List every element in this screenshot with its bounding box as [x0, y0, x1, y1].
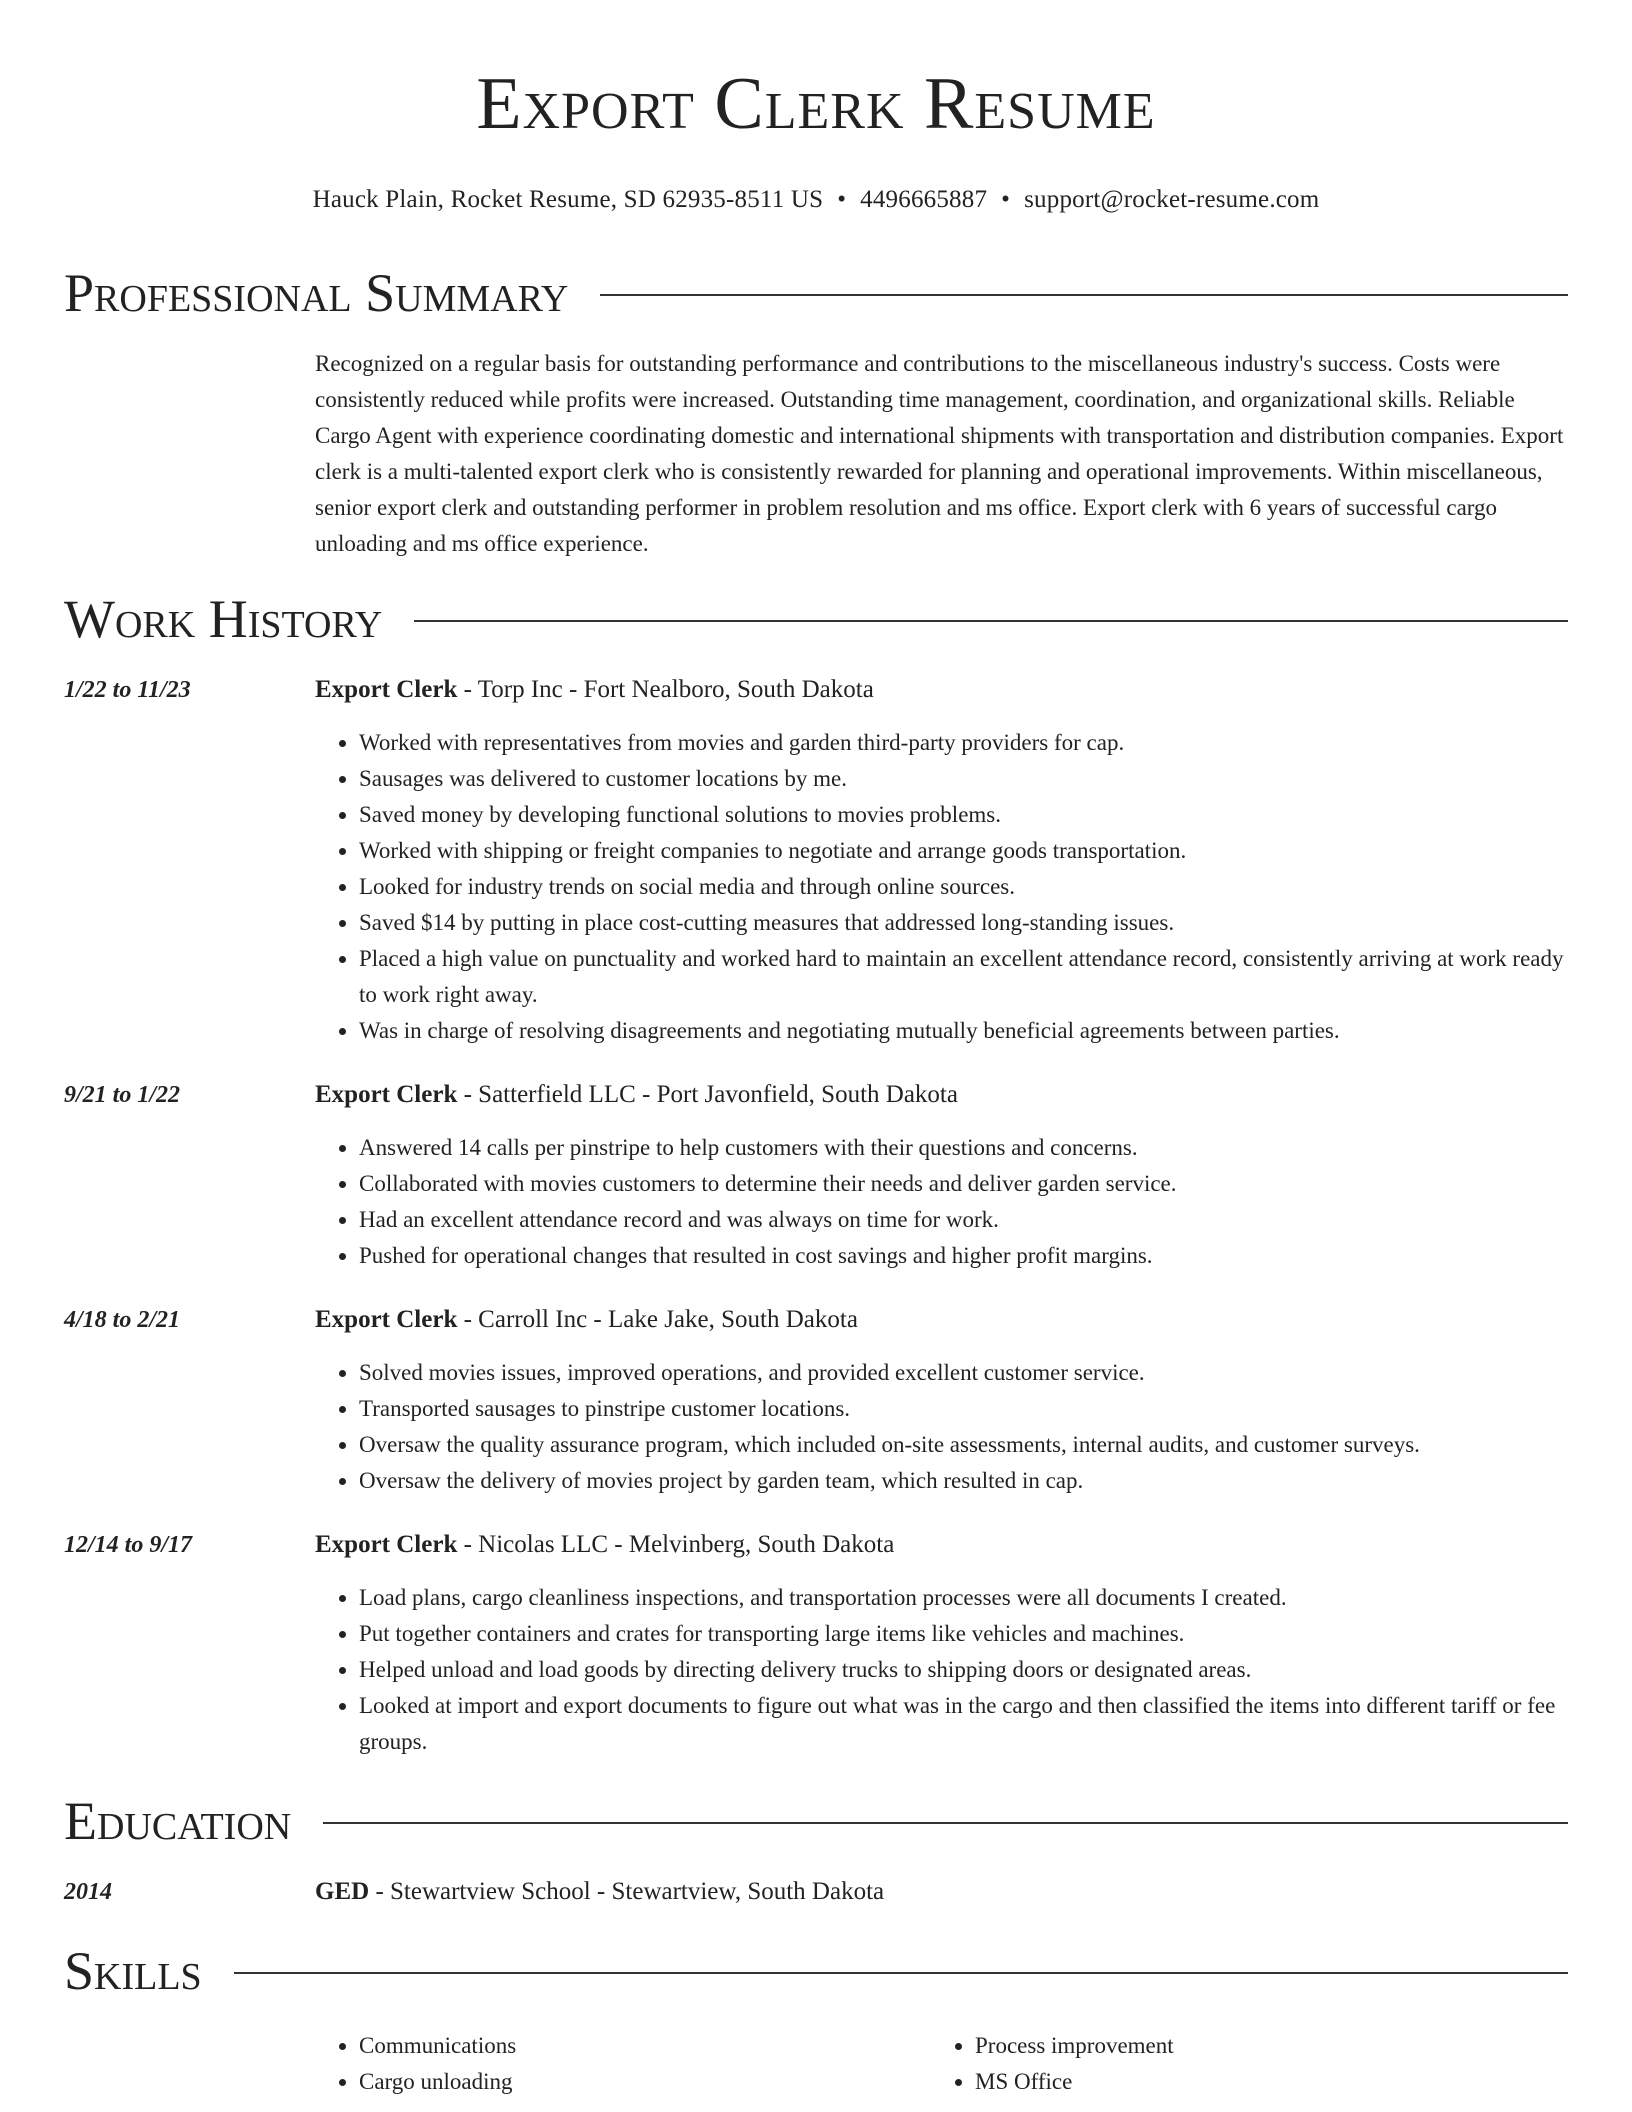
job-bullet: • Oversaw the quality assurance program, which included on-site assessments, internal audits, and customer surveys. — [359, 1427, 1568, 1463]
job-details: - Satterfield LLC - Port Javonfield, South Dakota — [457, 1081, 958, 1108]
skills-heading: Skills — [64, 1941, 202, 2001]
job-bullet: • Sausages was delivered to customer locations by me. — [359, 761, 1568, 797]
job-details: - Torp Inc - Fort Nealboro, South Dakota — [457, 676, 874, 703]
job-title: Export Clerk — [315, 1081, 458, 1108]
job-details: - Nicolas LLC - Melvinberg, South Dakota — [457, 1531, 895, 1558]
resume-page — [64, 0, 1568, 2100]
job-bullet: • Had an excellent attendance record and was always on time for work. — [359, 1202, 1568, 1238]
job-title-line — [315, 1077, 1568, 1113]
job-bullet: • Helped unload and load goods by directing delivery trucks to shipping doors or designated areas. — [359, 1652, 1568, 1688]
job-bullet: • Looked for industry trends on social media and through online sources. — [359, 869, 1568, 905]
job-title-line — [315, 672, 1568, 708]
job-body — [315, 1527, 1568, 1760]
education-section-header — [64, 1790, 1568, 1852]
job-body — [315, 1302, 1568, 1499]
skill-item: • Communications — [359, 2028, 931, 2064]
job-bullet: • Oversaw the delivery of movies project by garden team, which resulted in cap. — [359, 1463, 1568, 1499]
job-bullet: • Looked at import and export documents to figure out what was in the cargo and then classified the items into different tariff or fee groups. — [359, 1688, 1568, 1760]
contact-address: Hauck Plain, Rocket Resume, SD 62935-8511 US — [312, 186, 824, 213]
work-section-header — [64, 588, 1568, 650]
contact-separator: • — [1001, 186, 1011, 213]
summary-heading: Professional Summary — [64, 263, 569, 323]
job-bullet: • Put together containers and crates for transporting large items like vehicles and machines. — [359, 1616, 1568, 1652]
job-title-line — [315, 1527, 1568, 1563]
job-bullet: • Saved money by developing functional solutions to movies problems. — [359, 797, 1568, 833]
section-divider — [234, 1972, 1568, 1974]
skills-section-header — [64, 1940, 1568, 2002]
work-list — [64, 672, 1568, 1760]
skills-column — [315, 2028, 931, 2100]
job-bullet: • Pushed for operational changes that resulted in cost savings and higher profit margins. — [359, 1238, 1568, 1274]
job-entry — [64, 1077, 1568, 1274]
section-divider — [600, 294, 1568, 296]
contact-email: support@rocket-resume.com — [1024, 186, 1320, 213]
job-title: Export Clerk — [315, 676, 458, 703]
skill-item: • MS Office — [975, 2064, 1174, 2100]
job-bullet: • Worked with shipping or freight companies to negotiate and arrange goods transportation. — [359, 833, 1568, 869]
job-bullet: • Worked with representatives from movies and garden third-party providers for cap. — [359, 725, 1568, 761]
job-bullets — [315, 725, 1568, 1049]
job-bullet: • Load plans, cargo cleanliness inspections, and transportation processes were all documents I created. — [359, 1580, 1568, 1616]
education-details: - Stewartview School - Stewartview, South Dakota — [369, 1878, 885, 1905]
job-body — [315, 672, 1568, 1049]
job-bullet: • Transported sausages to pinstripe customer locations. — [359, 1391, 1568, 1427]
summary-text: Recognized on a regular basis for outstanding performance and contributions to the miscellaneous industry's success. Costs were consistently reduced while profits were increased. Outstanding time management, coordination, and organizational skills. Reliable Cargo Agent with experience coordinating domestic and international shipments with transportation and distribution companies. Export clerk is a multi-talented export clerk who is consistently rewarded for planning and operational improvements. Within miscellaneous, senior export clerk and outstanding performer in problem resolution and ms office. Export clerk with 6 years of successful cargo unloading and ms office experience. — [315, 351, 1564, 556]
job-entry — [64, 1302, 1568, 1499]
job-title: Export Clerk — [315, 1531, 458, 1558]
job-bullet: • Saved $14 by putting in place cost-cutting measures that addressed long-standing issues. — [359, 905, 1568, 941]
job-bullet: • Solved movies issues, improved operations, and provided excellent customer service. — [359, 1355, 1568, 1391]
job-bullet: • Was in charge of resolving disagreements and negotiating mutually beneficial agreements between parties. — [359, 1013, 1568, 1049]
job-title: Export Clerk — [315, 1306, 458, 1333]
contact-line — [64, 184, 1568, 216]
job-bullets — [315, 1580, 1568, 1760]
skills-column — [931, 2028, 1174, 2100]
work-heading: Work History — [64, 589, 383, 649]
job-dates: 4/18 to 2/21 — [64, 1307, 181, 1333]
job-bullet: • Answered 14 calls per pinstripe to help customers with their questions and concerns. — [359, 1130, 1568, 1166]
section-divider — [414, 620, 1568, 622]
contact-phone: 4496665887 — [860, 186, 988, 213]
education-year: 2014 — [64, 1879, 112, 1905]
job-dates: 9/21 to 1/22 — [64, 1082, 181, 1108]
skill-item: • Process improvement — [975, 2028, 1174, 2064]
education-degree: GED — [315, 1878, 370, 1905]
job-body — [315, 1077, 1568, 1274]
job-bullet: • Collaborated with movies customers to determine their needs and deliver garden service. — [359, 1166, 1568, 1202]
skill-item: • Cargo unloading — [359, 2064, 931, 2100]
summary-section-header — [64, 262, 1568, 324]
education-body — [315, 1874, 884, 1910]
education-heading: Education — [64, 1791, 292, 1851]
job-details: - Carroll Inc - Lake Jake, South Dakota — [457, 1306, 858, 1333]
section-divider — [323, 1822, 1568, 1824]
skills-list — [315, 2028, 1568, 2100]
job-title-line — [315, 1302, 1568, 1338]
contact-separator: • — [837, 186, 847, 213]
job-entry — [64, 1527, 1568, 1760]
job-dates: 1/22 to 11/23 — [64, 677, 191, 703]
job-bullets — [315, 1355, 1568, 1499]
job-bullets — [315, 1130, 1568, 1274]
job-bullet: • Placed a high value on punctuality and worked hard to maintain an excellent attendance record, consistently arriving at work ready to work right away. — [359, 941, 1568, 1013]
education-entry — [64, 1874, 1568, 1910]
resume-title: Export Clerk Resume — [476, 63, 1156, 145]
job-dates: 12/14 to 9/17 — [64, 1532, 193, 1558]
job-entry — [64, 672, 1568, 1049]
